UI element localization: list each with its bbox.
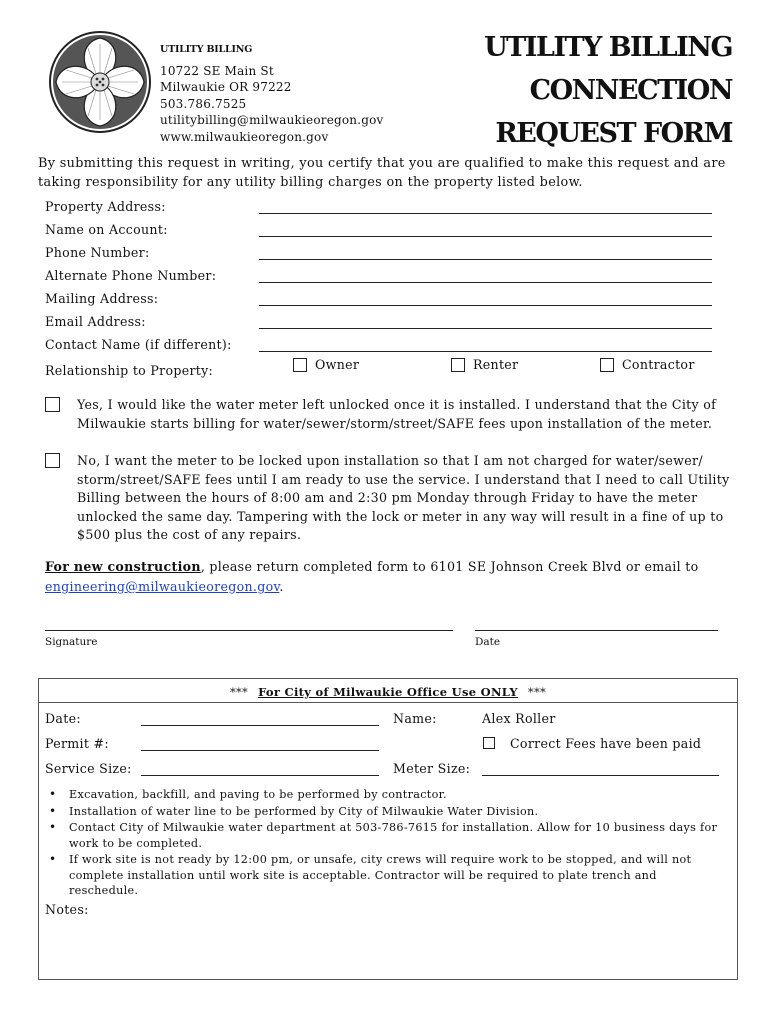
relationship-label: Relationship to Property: [45,363,214,378]
stars-right: *** [527,685,547,699]
office-use-box [38,678,738,980]
city-logo [48,30,152,134]
unlocked-choice [45,396,735,433]
meter-size-field[interactable] [482,775,719,776]
email-field[interactable] [259,328,712,329]
mailing-address-field[interactable] [259,305,712,306]
notes-label: Notes: [45,902,89,917]
alt-phone-label: Alternate Phone Number: [45,268,217,283]
unlocked-text: Yes, I would like the water meter left unlocked once it is installed. I understand that the City of Milwaukie starts billing for water/sewer/storm/street/SAFE fees upon installation of the meter. [77,397,717,431]
account-name-field[interactable] [259,236,712,237]
title-line1: UTILITY BILLING [484,32,732,63]
office-name-value: Alex Roller [482,711,556,726]
permit-field[interactable] [141,750,379,751]
new-construction-text: , please return completed form to 6101 SE Johnson Creek Blvd or email to [200,559,699,574]
phone-row [45,242,720,265]
instruction-item: • If work site is not ready by 12:00 pm, or unsafe, city crews will require work to be stopped, and will not complete installation until work site is acceptable. Contractor will be required to plate trench and reschedule. [47,852,727,899]
email-label: Email Address: [45,314,146,329]
service-size-label: Service Size: [45,761,132,776]
meter-size-label: Meter Size: [393,761,471,776]
office-divider [39,702,737,703]
intro-text: By submitting this request in writing, you certify that you are qualified to make this request and are taking responsibility for any utility billing charges on the property listed below. [38,156,726,190]
instruction-item: • Contact City of Milwaukie water department at 503-786-7615 for installation. Allow for 10 business days for work to be completed. [47,820,727,851]
contact-name-row [45,334,720,357]
new-construction-end: . [279,579,284,594]
office-name-label: Name: [393,711,437,726]
new-construction-lead: For new construction [45,559,201,574]
fees-paid-checkbox[interactable] [483,737,495,749]
renter-label: Renter [473,357,519,372]
service-size-field[interactable] [141,775,379,776]
signature-date-field[interactable] [475,630,718,631]
fees-paid-label: Correct Fees have been paid [510,736,702,751]
owner-checkbox[interactable] [293,358,307,372]
owner-label: Owner [315,357,360,372]
locked-choice [45,452,735,545]
office-date-label: Date: [45,711,81,726]
contact-name-field[interactable] [259,351,712,352]
org-website: www.milwaukieoregon.gov [160,129,329,144]
org-contact-block [160,42,384,145]
renter-option[interactable] [451,357,518,372]
owner-option[interactable] [293,357,359,372]
locked-checkbox[interactable] [45,453,60,468]
unlocked-checkbox[interactable] [45,397,60,412]
locked-text: No, I want the meter to be locked upon installation so that I am not charged for water/sewer/ storm/street/SAFE fees until I am ready to use the service. I understand that I need to call Utility Billing between the hours of 8:00 am and 2:30 pm Monday through Friday to have the meter unlocked the same day. Tampering with the lock or meter in any way will result in a fine of up to $500 plus the cost of any repairs. [77,453,730,542]
contractor-checkbox[interactable] [600,358,614,372]
instruction-item: • Excavation, backfill, and paving to be performed by contractor. [47,787,727,803]
alt-phone-field[interactable] [259,282,712,283]
new-construction-note [45,557,735,597]
email-row [45,311,720,334]
applicant-fields [45,196,720,381]
property-address-field[interactable] [259,213,712,214]
instruction-item: • Installation of water line to be performed by City of Milwaukie Water Division. [47,804,727,820]
account-name-row [45,219,720,242]
office-use-title: For City of Milwaukie Office Use ONLY [258,685,518,699]
signature-date-label: Date [475,636,501,648]
signature-field[interactable] [45,630,453,631]
org-name: UTILITY BILLING [160,44,253,55]
engineering-email-link[interactable]: engineering@milwaukieoregon.gov [45,579,280,594]
title-line3: REQUEST FORM [495,118,732,149]
mailing-address-label: Mailing Address: [45,291,159,306]
property-address-label: Property Address: [45,199,166,214]
renter-checkbox[interactable] [451,358,465,372]
property-address-row [45,196,720,219]
office-date-field[interactable] [141,725,379,726]
phone-label: Phone Number: [45,245,150,260]
contractor-label: Contractor [622,357,695,372]
address-line2: Milwaukie OR 97222 [160,80,292,94]
account-name-label: Name on Account: [45,222,168,237]
org-email: utilitybilling@milwaukieoregon.gov [160,113,384,127]
stars-left: *** [229,685,249,699]
alt-phone-row [45,265,720,288]
form-title [482,26,732,155]
mailing-address-row [45,288,720,311]
office-use-heading [39,685,737,699]
permit-label: Permit #: [45,736,109,751]
contractor-option[interactable] [600,357,695,372]
org-phone: 503.786.7525 [160,96,247,111]
office-instructions [47,787,727,900]
title-line2: CONNECTION [529,75,732,106]
phone-field[interactable] [259,259,712,260]
address-line1: 10722 SE Main St [160,63,274,78]
signature-label: Signature [45,636,98,648]
relationship-row [45,357,720,381]
contact-name-label: Contact Name (if different): [45,337,232,352]
